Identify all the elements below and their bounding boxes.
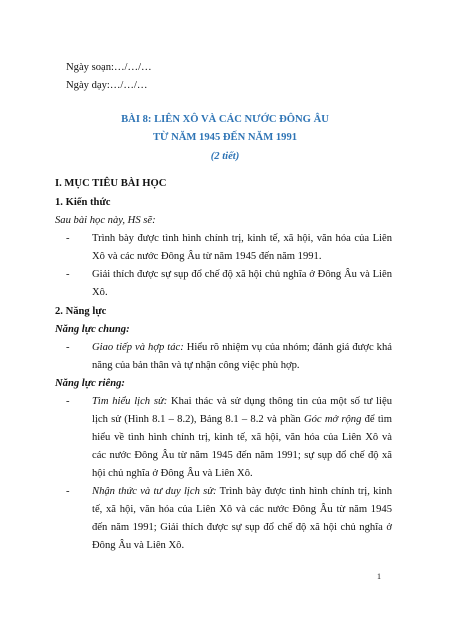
specific-bullet1-lead: Tìm hiểu lịch sử: xyxy=(92,396,168,407)
specific-bullet1-line1: Tìm hiểu lịch sử: Khai thác và sử dụng thông tin của một số tư liệu xyxy=(92,396,392,407)
general-bullet1-line1: Giao tiếp và hợp tác: Hiểu rõ nhiệm vụ của nhóm; đánh giá được khả xyxy=(92,342,392,353)
section-heading-objectives: I. MỤC TIÊU BÀI HỌC xyxy=(55,178,167,189)
bullet-dash: - xyxy=(66,342,70,353)
page-number: 1 xyxy=(377,572,381,581)
lesson-title-line2: TỪ NĂM 1945 ĐẾN NĂM 1991 xyxy=(152,132,298,143)
specific-bullet2-line3: đến năm 1991; Giải thích được sự sụp đổ chế độ xã hội chủ nghĩa ở xyxy=(92,522,392,533)
knowledge-bullet2-line2: Xô. xyxy=(92,287,108,298)
ngay-day: Ngày dạy:…/…/… xyxy=(66,80,148,91)
bullet-dash: - xyxy=(66,233,70,244)
specific-bullet2-lead: Nhận thức và tư duy lịch sử: xyxy=(92,486,217,497)
subsection-heading-knowledge: 1. Kiến thức xyxy=(55,197,111,208)
knowledge-bullet1-line2: Xô và các nước Đông Âu từ năm 1945 đến năm 1991. xyxy=(92,251,322,262)
knowledge-bullet2-line1: Giải thích được sự sụp đổ chế độ xã hội chủ nghĩa ở Đông Âu và Liên xyxy=(92,269,392,280)
specific-bullet2-line4: Đông Âu và Liên Xô. xyxy=(92,540,185,551)
knowledge-intro: Sau bài học này, HS sẽ: xyxy=(55,215,156,226)
bullet-dash: - xyxy=(66,486,70,497)
specific-bullet2-line2: tế, xã hội, văn hóa của Liên Xô và các nước Đông Âu từ năm 1945 xyxy=(92,504,392,515)
general-competence-heading: Năng lực chung: xyxy=(55,324,130,335)
goc-mo-rong: Góc mở rộng xyxy=(303,414,362,425)
general-bullet1-line2: năng của bản thân và tự nhận công việc phù hợp. xyxy=(92,360,300,371)
knowledge-bullet1-line1: Trình bày được tình hình chính trị, kinh tế, xã hội, văn hóa của Liên xyxy=(92,233,392,244)
bullet-dash: - xyxy=(66,396,70,407)
general-bullet1-lead: Giao tiếp và hợp tác: xyxy=(92,342,184,353)
specific-bullet1-line5: hội chủ nghĩa ở Đông Âu và Liên Xô. xyxy=(92,468,253,479)
specific-bullet1-line3: hiểu về tình hình chính trị, kinh tế, xã hội, văn hóa của Liên Xô và xyxy=(92,432,392,443)
specific-competence-heading: Năng lực riêng: xyxy=(55,378,125,389)
subsection-heading-competence: 2. Năng lực xyxy=(55,306,107,317)
bullet-dash: - xyxy=(66,269,70,280)
ngay-soan: Ngày soạn:…/…/… xyxy=(66,62,152,73)
specific-bullet1-line4: các nước Đông Âu từ năm 1945 đến năm 1991; sự sụp đổ chế độ xã xyxy=(92,450,392,461)
specific-bullet2-line1: Nhận thức và tư duy lịch sử: Trình bày được tình hình chính trị, kinh xyxy=(92,486,392,497)
specific-bullet1-line2: lịch sử (Hình 8.1 – 8.2), Bảng 8.1 – 8.2 và phần Góc mở rộng để tìm xyxy=(92,414,392,425)
lesson-duration: (2 tiết) xyxy=(210,151,240,162)
lesson-title-line1: BÀI 8: LIÊN XÔ VÀ CÁC NƯỚC ĐÔNG ÂU xyxy=(121,114,329,125)
